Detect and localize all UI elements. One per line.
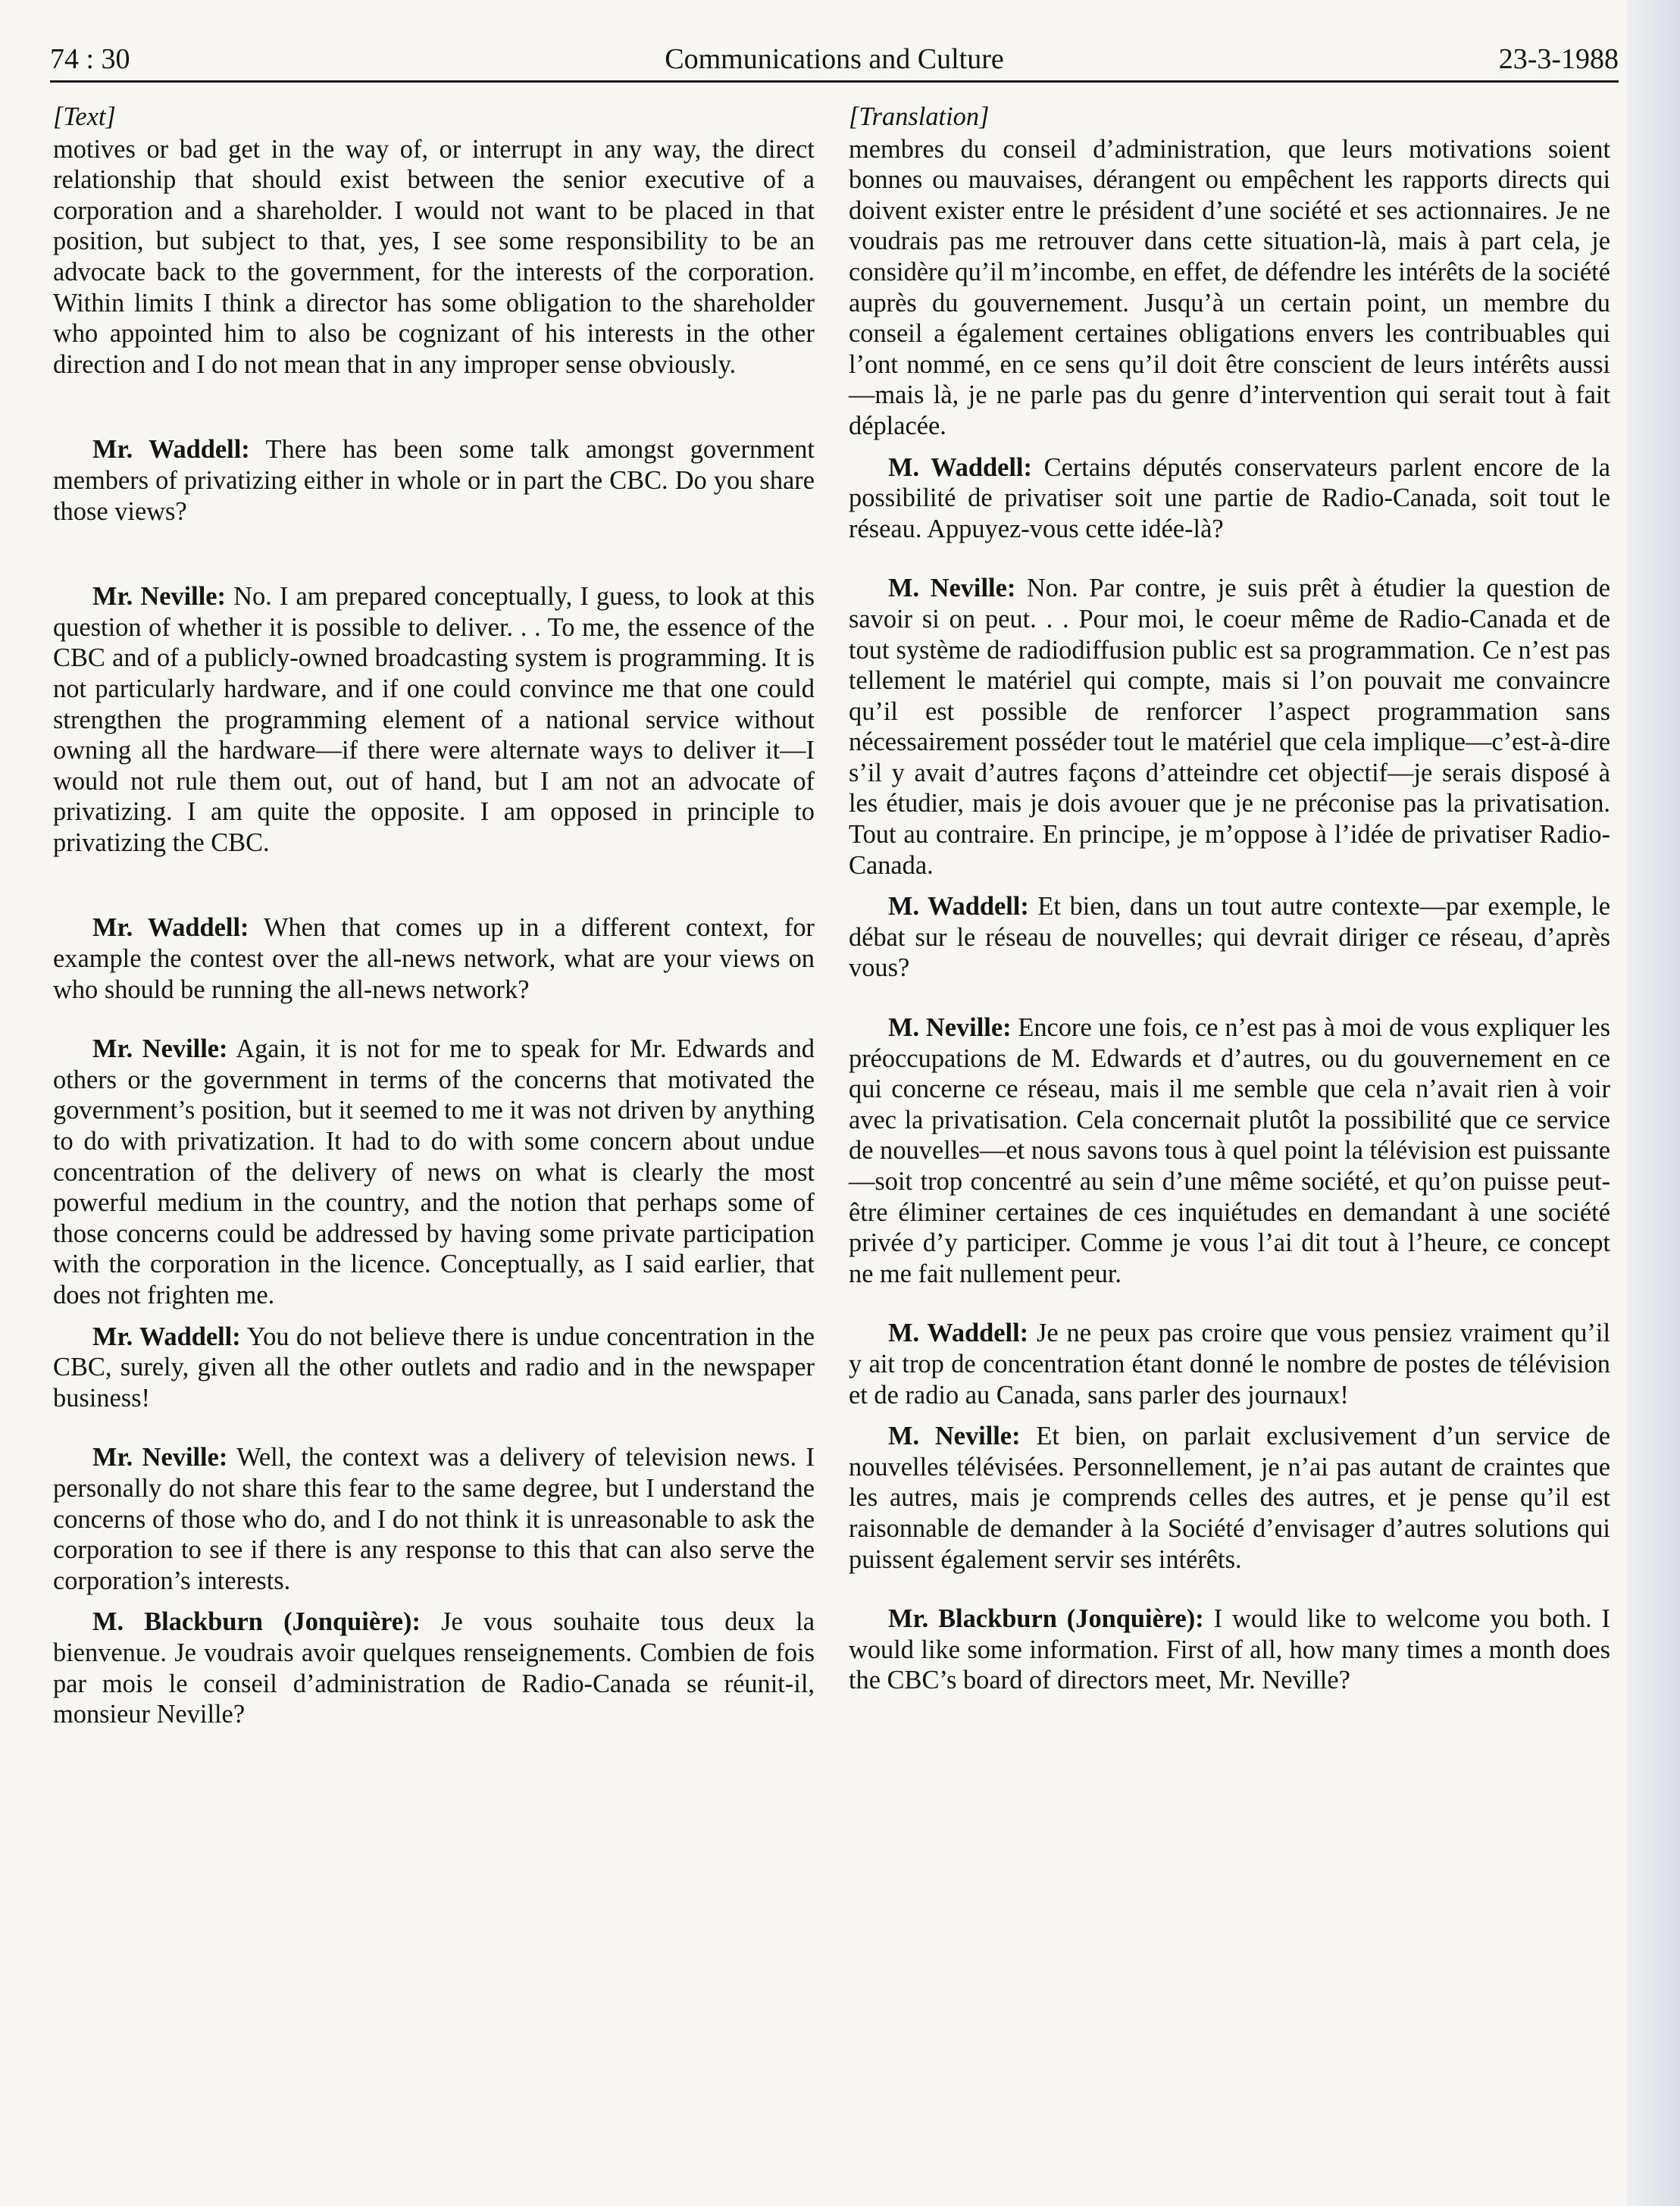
speech-text: I would like to welcome you both. I would like some information. First of all, how many times a month does the CBC’s board of directors meet, Mr. Neville? — [849, 1604, 1611, 1695]
english-column — [53, 102, 815, 1759]
speaker-name: M. Neville: — [888, 574, 1016, 603]
paragraph — [53, 581, 815, 858]
speech-text: Et bien, dans un tout autre contexte—par exemple, le débat sur le réseau de nouvelles; qui devrait diriger ce réseau, d’après vous? — [849, 892, 1610, 983]
speaker-name: M. Waddell: — [888, 892, 1029, 922]
paragraph — [53, 1322, 815, 1414]
paragraph — [849, 1604, 1610, 1696]
speaker-name: M. Neville: — [888, 1013, 1012, 1043]
speech-text: When that comes up in a different context, for example the contest over the all-news network, what are your views on who should be running the all-news network? — [53, 913, 815, 1004]
speech-text: You do not believe there is undue concentration in the CBC, surely, given all the other outlets and radio and in the newspaper business! — [53, 1322, 815, 1413]
speaker-name: M. Blackburn (Jonquière): — [92, 1607, 421, 1637]
speech-text: Encore une fois, ce n’est pas à moi de vous expliquer les préoccupations de M. Edwards et d’autres, ou du gouvernement en ce qui concerne ce réseau, mais il me semble que cela n’avait rien à voir avec la privatisation. Cela concernait plutôt la possibilité que ce service de nouvelles—et nous savons tous à quel point la télévision est puissante—soit trop concentré au sein d’une même société, et qu’on puisse peut-être éliminer certaines de ces inquiétudes en demandant à une société privée d’y participer. Comme je vous l’ai dit tout à l’heure, ce concept ne me fait nullement peur. — [849, 1013, 1610, 1288]
paragraph: membres du conseil d’administration, que leurs motivations soient bonnes ou mauvaises, dérangent ou empêchent les rapports directs qui doivent exister entre le président d’une société et ses actionnaires. Je ne voudrais pas me retrouver dans cette situation-là, mais à part cela, je considère qu’il m’incombe, en effet, de défendre les intérêts de la société auprès du gouvernement. Jusqu’à un certain point, un membre du conseil a également certaines obligations envers les contribuables qui l’ont nommé, en ce sens qu’il doit être conscient de leurs intérêts aussi—mais là, je ne parle pas du genre d’intervention qui serait tout à fait déplacée. — [849, 134, 1610, 440]
paragraph — [53, 1034, 815, 1310]
speaker-name: Mr. Neville: — [92, 582, 226, 612]
page-number: 74 : 30 — [50, 43, 130, 75]
running-header — [50, 38, 1619, 83]
paragraph — [849, 891, 1610, 984]
column-label: [Translation] — [849, 102, 990, 131]
speech-text: Well, the context was a delivery of television news. I personally do not share this fear to the same degree, but I understand the concerns of those who do, and I do not think it is unreasonable to ask the corporation to see if there is any response to this that can also serve the corporation’s interests. — [53, 1443, 815, 1595]
paragraph — [53, 1442, 815, 1596]
paragraph: motives or bad get in the way of, or interrupt in any way, the direct relationship that should exist between the senior executive of a corporation and a shareholder. I would not want to be placed in that position, but subject to that, yes, I see some responsibility to be an advocate back to the government, for the interests of the corporation. Within limits I think a director has some obligation to the shareholder who appointed him to also be cognizant of his interests in the other direction and I do not mean that in any improper sense obviously. — [53, 134, 815, 379]
speaker-name: Mr. Neville: — [92, 1443, 228, 1472]
paragraph — [849, 1012, 1610, 1289]
speech-text: Certains députés conservateurs parlent encore de la possibilité de privatiser soit une partie de Radio-Canada, soit tout le réseau. Appuyez-vous cette idée-là? — [849, 452, 1610, 543]
speaker-name: Mr. Neville: — [92, 1034, 228, 1064]
paragraph — [53, 1607, 815, 1729]
speaker-name: M. Waddell: — [888, 452, 1032, 482]
speech-text: Je vous souhaite tous deux la bienvenue. Je voudrais avoir quelques renseignements. Combien de fois par mois le conseil d’administration de Radio-Canada se réunit-il, monsieur Neville? — [53, 1607, 815, 1729]
speaker-name: M. Neville: — [888, 1422, 1021, 1451]
paragraph — [849, 1421, 1610, 1575]
column-label: [Text] — [53, 102, 116, 131]
speech-text: No. I am prepared conceptually, I guess, to look at this question of whether it is possible to deliver. . . To me, the essence of the CBC and of a publicly-owned broadcasting system is programming. It is not particularly hardware, and if one could convince me that one could strengthen the programming element of a national service without owning all the hardware—if there were alternate ways to deliver it—I would not rule them out, out of hand, but I am not an advocate of privatizing. I am quite the opposite. I am opposed in principle to privatizing the CBC. — [53, 582, 815, 857]
header-date: 23-3-1988 — [1498, 43, 1619, 75]
speaker-name: Mr. Waddell: — [92, 435, 250, 465]
speech-text: Non. Par contre, je suis prêt à étudier la question de savoir si on peut. . . Pour moi, le coeur même de Radio-Canada et de tout système de radiodiffusion public est sa programmation. Ce n’est pas tellement le matériel qui compte, mais si l’on pouvait me convaincre qu’il est possible de renforcer l’aspect programmation sans nécessairement posséder tout le matériel que cela implique—c’est-à-dire s’il y avait d’autres façons d’atteindre cet objectif—je serais disposé à les étudier, mais je dois avouer que je ne préconise pas la privatisation. Tout au contraire. En principe, je m’oppose à l’idée de privatiser Radio-Canada. — [849, 574, 1610, 880]
speech-text: Et bien, on parlait exclusivement d’un service de nouvelles télévisées. Personnellement, je n’ai pas autant de craintes que les autres, mais je comprends celles des autres, et je pense qu’il est raisonnable de demander à la Société d’envisager d’autres solutions qui puissent également servir ses intérêts. — [849, 1422, 1610, 1574]
speaker-name: Mr. Waddell: — [92, 1322, 241, 1351]
speaker-name: Mr. Waddell: — [92, 913, 249, 943]
paragraph — [53, 434, 815, 527]
paragraph — [53, 912, 815, 1005]
publication-title: Communications and Culture — [665, 43, 1004, 75]
speaker-name: Mr. Blackburn (Jonquière): — [888, 1604, 1204, 1634]
speech-text: Again, it is not for me to speak for Mr. Edwards and others or the government in terms of the concerns that motivated the government’s position, but it seemed to me it was not driven by anything to do with privatization. It had to do with some concern about undue concentration of the delivery of news on what is clearly the most powerful medium in the country, and the notion that perhaps some of those concerns could be addressed by having some private participation with the corporation in the licence. Conceptually, as I said earlier, that does not frighten me. — [53, 1034, 815, 1310]
speaker-name: M. Waddell: — [888, 1319, 1029, 1348]
speech-text: Je ne peux pas croire que vous pensiez vraiment qu’il y ait trop de concentration étant donné le nombre de postes de télévision et de radio au Canada, sans parler des journaux! — [849, 1319, 1610, 1410]
paragraph — [849, 452, 1610, 545]
french-column — [849, 102, 1610, 1725]
speech-text: There has been some talk amongst government members of privatizing either in whole or in part the CBC. Do you share those views? — [53, 435, 815, 526]
page-edge-bleed — [1627, 0, 1680, 2206]
paragraph — [849, 573, 1610, 881]
paragraph — [849, 1318, 1610, 1410]
